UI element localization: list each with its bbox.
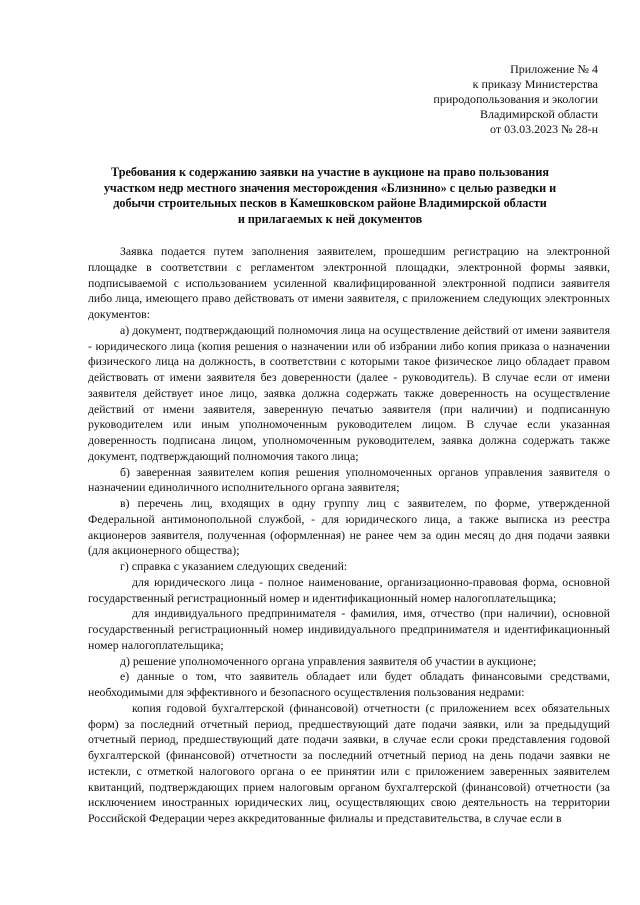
document-body bbox=[88, 244, 610, 827]
title-line: участком недр местного значения месторождения «Близнино» с целью разведки и bbox=[103, 180, 557, 195]
appendix-header bbox=[433, 62, 598, 137]
title-line: и прилагаемых к ней документов bbox=[237, 211, 423, 226]
paragraph-intro: Заявка подается путем заполнения заявителем, прошедшим регистрацию на электронной площадке в соответствии с регламентом электронной площадки, электронной формы заявки, подписываемой с использованием усиленной квалифицированной электронной подписи заявителя либо лица, имеющего право действовать от имени заявителя, с приложением следующих электронных документов: bbox=[88, 244, 610, 321]
appendix-line: природопользования и экологии bbox=[433, 92, 598, 106]
appendix-line: Владимирской области bbox=[480, 107, 598, 121]
document-title bbox=[70, 165, 590, 227]
paragraph-item-d: д) решение уполномоченного органа управления заявителя об участии в аукционе; bbox=[120, 653, 537, 668]
paragraph-item-a: а) документ, подтверждающий полномочия лица на осуществление действий от имени заявителя - юридического лица (копия решения о назначении или об избрании либо копия приказа о назначении физического лица на должность, в соответствии с которыми такое физическое лицо обладает правом действовать от имени заявителя без доверенности (далее - руководитель). В случае если от имени заявителя действует иное лицо, заявка должна содержать также доверенность на осуществление действий от имени заявителя, заверенную печатью заявителя (при наличии) и подписанную руководителем или иным уполномоченным руководителем лицом. В случае если указанная доверенность подписана лицом, уполномоченным руководителем, заявка должна содержать также документ, подтверждающий полномочия такого лица; bbox=[88, 322, 610, 463]
paragraph-financial-report: копия годовой бухгалтерской (финансовой) отчетности (с приложением всех обязательных форм) за последний отчетный период, предшествующий дате подачи заявки, или за предыдущий отчетный период, предшествующий дате подачи заявки, в случае если сроки представления годовой бухгалтерской (финансовой) отчетности за последний отчетный период на день подачи заявки не истекли, с отметкой налогового органа о ее принятии или с приложением заверенных заявителем квитанций, подтверждающих прием налоговым органом бухгалтерской (финансовой) отчетности (за исключением иностранных юридических лиц, осуществляющих свою деятельность на территории Российской Федерации через аккредитованные филиалы и представительства, в случае если в bbox=[88, 700, 610, 825]
paragraph-individual: для индивидуального предпринимателя - фамилия, имя, отчество (при наличии), основной государственный регистрационный номер индивидуального предпринимателя и идентификационный номер налогоплательщика; bbox=[88, 606, 610, 652]
paragraph-legal-entity: для юридического лица - полное наименование, организационно-правовая форма, основной государственный регистрационный номер и идентификационный номер налогоплательщика; bbox=[88, 574, 610, 605]
title-line: добычи строительных песков в Камешковском районе Владимирской области bbox=[113, 196, 547, 210]
appendix-line: к приказу Министерства bbox=[472, 77, 598, 91]
title-line: Требования к содержанию заявки на участие в аукционе на право пользования bbox=[111, 165, 549, 179]
paragraph-item-e: е) данные о том, что заявитель обладает или будет обладать финансовыми средствами, необходимыми для эффективного и безопасного осуществления пользования недрами: bbox=[88, 669, 610, 699]
paragraph-item-b: б) заверенная заявителем копия решения уполномоченных органов управления заявителя о назначении единоличного исполнительного органа заявителя; bbox=[88, 464, 610, 495]
appendix-line: от 03.03.2023 № 28-н bbox=[490, 122, 598, 136]
paragraph-item-v: в) перечень лиц, входящих в одну группу лиц с заявителем, по форме, утвержденной Федеральной антимонопольной службой, - для юридического лица, а также выписка из реестра акционеров заявителя, полученная (оформленная) не ранее чем за один месяц до дня подачи заявки (для акционерного общества); bbox=[88, 496, 610, 558]
appendix-line: Приложение № 4 bbox=[510, 62, 598, 76]
paragraph-item-g: г) справка с указанием следующих сведений: bbox=[120, 559, 348, 573]
